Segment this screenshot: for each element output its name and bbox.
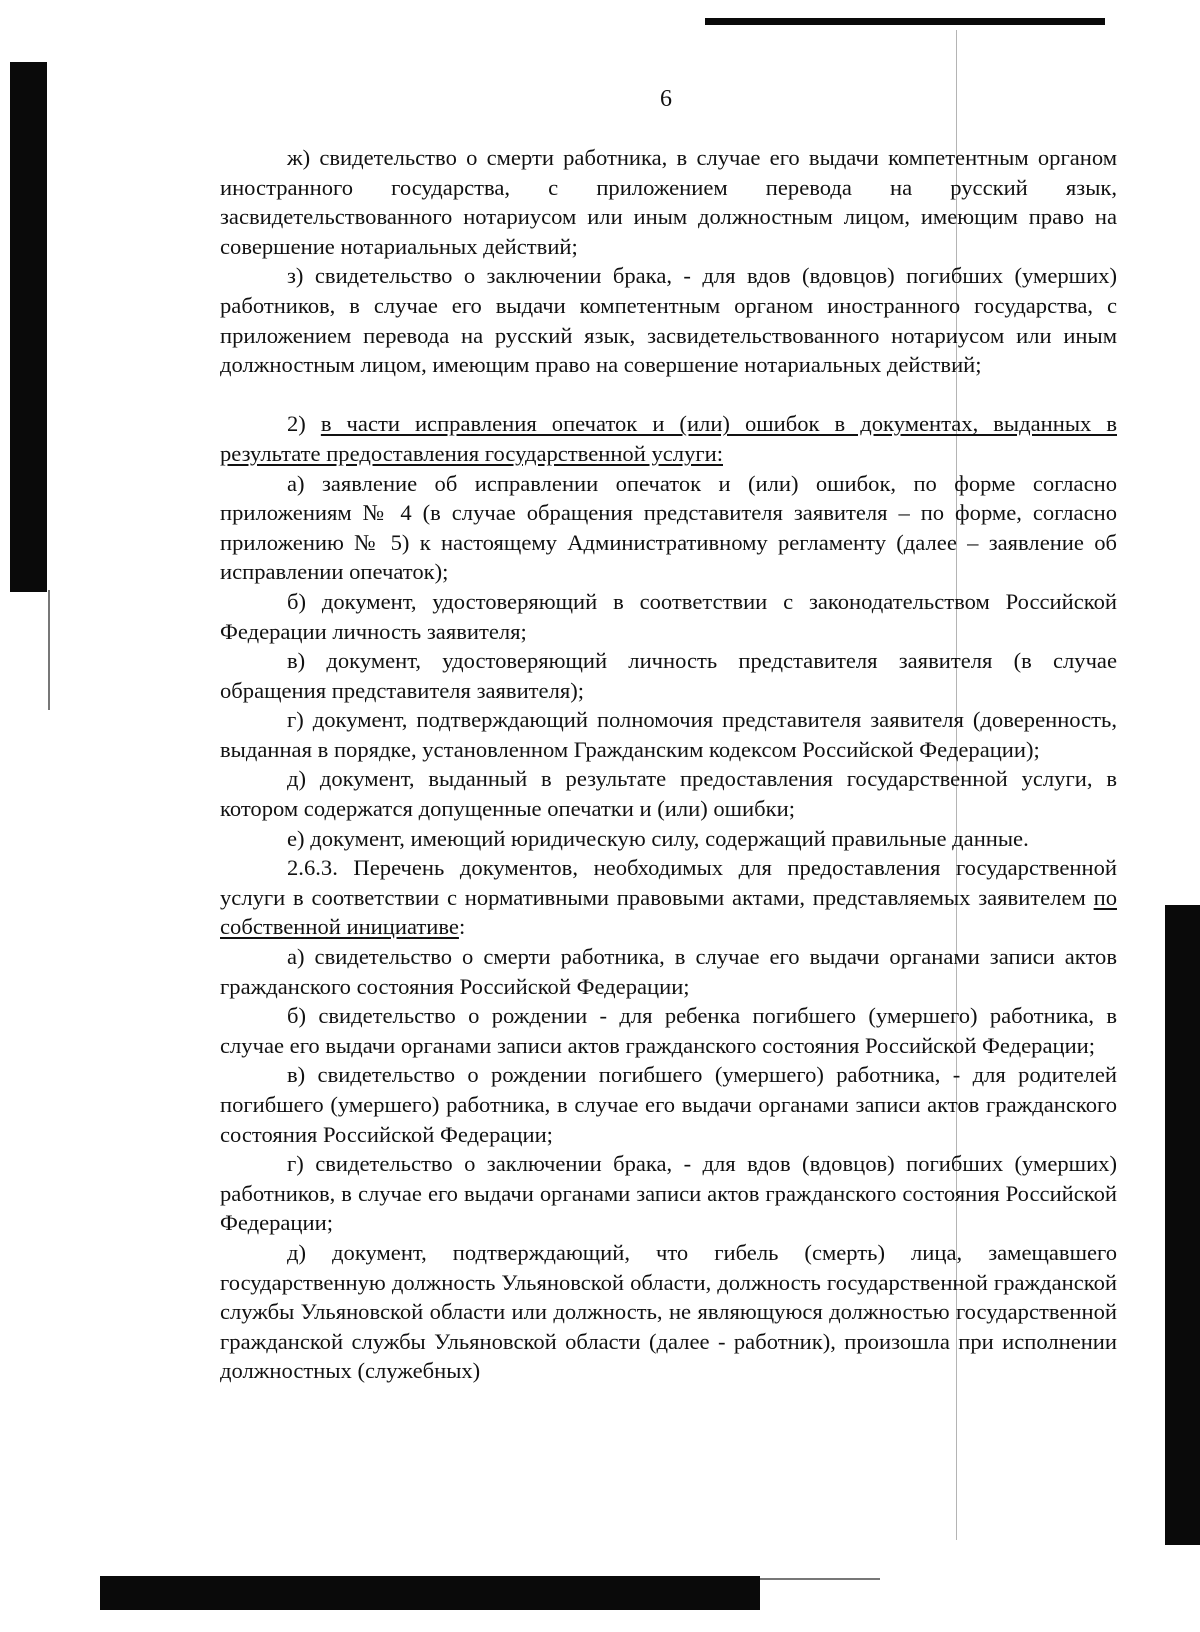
scan-edge-left [10,62,47,592]
section-2-heading: в части исправления опечаток и (или) ошибок в документах, выданных в результате предоставления государственной услуги: [220,411,1117,466]
scan-edge-left-thin [48,590,50,710]
paragraph-v-initiative: в) свидетельство о рождении погибшего (умершего) работника, - для родителей погибшего (умершего) работника, в случае его выдачи органами записи актов гражданского состояния Российской Федерации; [220,1062,1117,1147]
paragraph-v-correction: в) документ, удостоверяющий личность представителя заявителя (в случае обращения представителя заявителя); [220,648,1117,703]
paragraph-z: з) свидетельство о заключении брака, - для вдов (вдовцов) погибших (умерших) работников, в случае его выдачи компетентным органом иностранного государства, с приложением перевода на русский язык, засвидетельствованного нотариусом или иным должностным лицом, имеющим право на совершение нотариальных действий; [220,263,1117,378]
document-body [220,143,1117,1386]
section-2-number: 2) [287,411,321,437]
paragraph-b-correction: б) документ, удостоверяющий в соответствии с законодательством Российской Федерации личность заявителя; [220,588,1117,644]
paragraph-b-initiative: б) свидетельство о рождении - для ребенка погибшего (умершего) работника, в случае его выдачи органами записи актов гражданского состояния Российской Федерации; [220,1003,1117,1058]
paragraph-g-initiative: г) свидетельство о заключении брака, - для вдов (вдовцов) погибших (умерших) работников, в случае его выдачи органами записи актов гражданского состояния Российской Федерации; [220,1151,1117,1236]
scan-edge-bottom-thin [760,1578,880,1580]
paragraph-g-correction: г) документ, подтверждающий полномочия представителя заявителя (доверенность, выданная в порядке, установленном Гражданским кодексом Российской Федерации); [220,707,1117,762]
clause-2-6-3-underlined: по собственной инициативе [220,884,1117,940]
paragraph-d-initiative: д) документ, подтверждающий, что гибель (смерть) лица, замещавшего государственную должность Ульяновской области, должность государственной гражданской службы Ульяновской области или должность, не являющуюся должностью государственной гражданской службы Ульяновской области (далее - работник), произошла при исполнении должностных (служебных) [220,1239,1117,1384]
paragraph-a-correction: а) заявление об исправлении опечаток и (или) ошибок, по форме согласно приложениям № 4 (в случае обращения представителя заявителя – по форме, согласно приложению № 5) к настоящему Административному регламенту (далее – заявление об исправлении опечаток); [220,470,1117,585]
paragraph-a-initiative: а) свидетельство о смерти работника, в случае его выдачи органами записи актов гражданского состояния Российской Федерации; [220,944,1117,999]
paragraph-2-6-3 [220,853,1117,942]
clause-2-6-3-suffix: : [458,914,466,940]
scan-edge-right [1165,905,1200,1545]
paragraph-section-2 [220,409,1117,468]
paragraph-e-correction: е) документ, имеющий юридическую силу, содержащий правильные данные. [287,825,1029,851]
clause-2-6-3-text: 2.6.3. Перечень документов, необходимых для предоставления государственной услуги в соответствии с нормативными правовыми актами, представляемых заявителем [220,855,1117,910]
scan-edge-top-right [705,18,1105,25]
scan-edge-bottom [100,1576,760,1610]
page-number: 6 [660,86,672,112]
paragraph-zh: ж) свидетельство о смерти работника, в случае его выдачи компетентным органом иностранного государства, с приложением перевода на русский язык, засвидетельствованного нотариусом или иным должностным лицом, имеющим право на совершение нотариальных действий; [220,145,1117,259]
paragraph-d-correction: д) документ, выданный в результате предоставления государственной услуги, в котором содержатся допущенные опечатки и (или) ошибки; [220,766,1117,822]
